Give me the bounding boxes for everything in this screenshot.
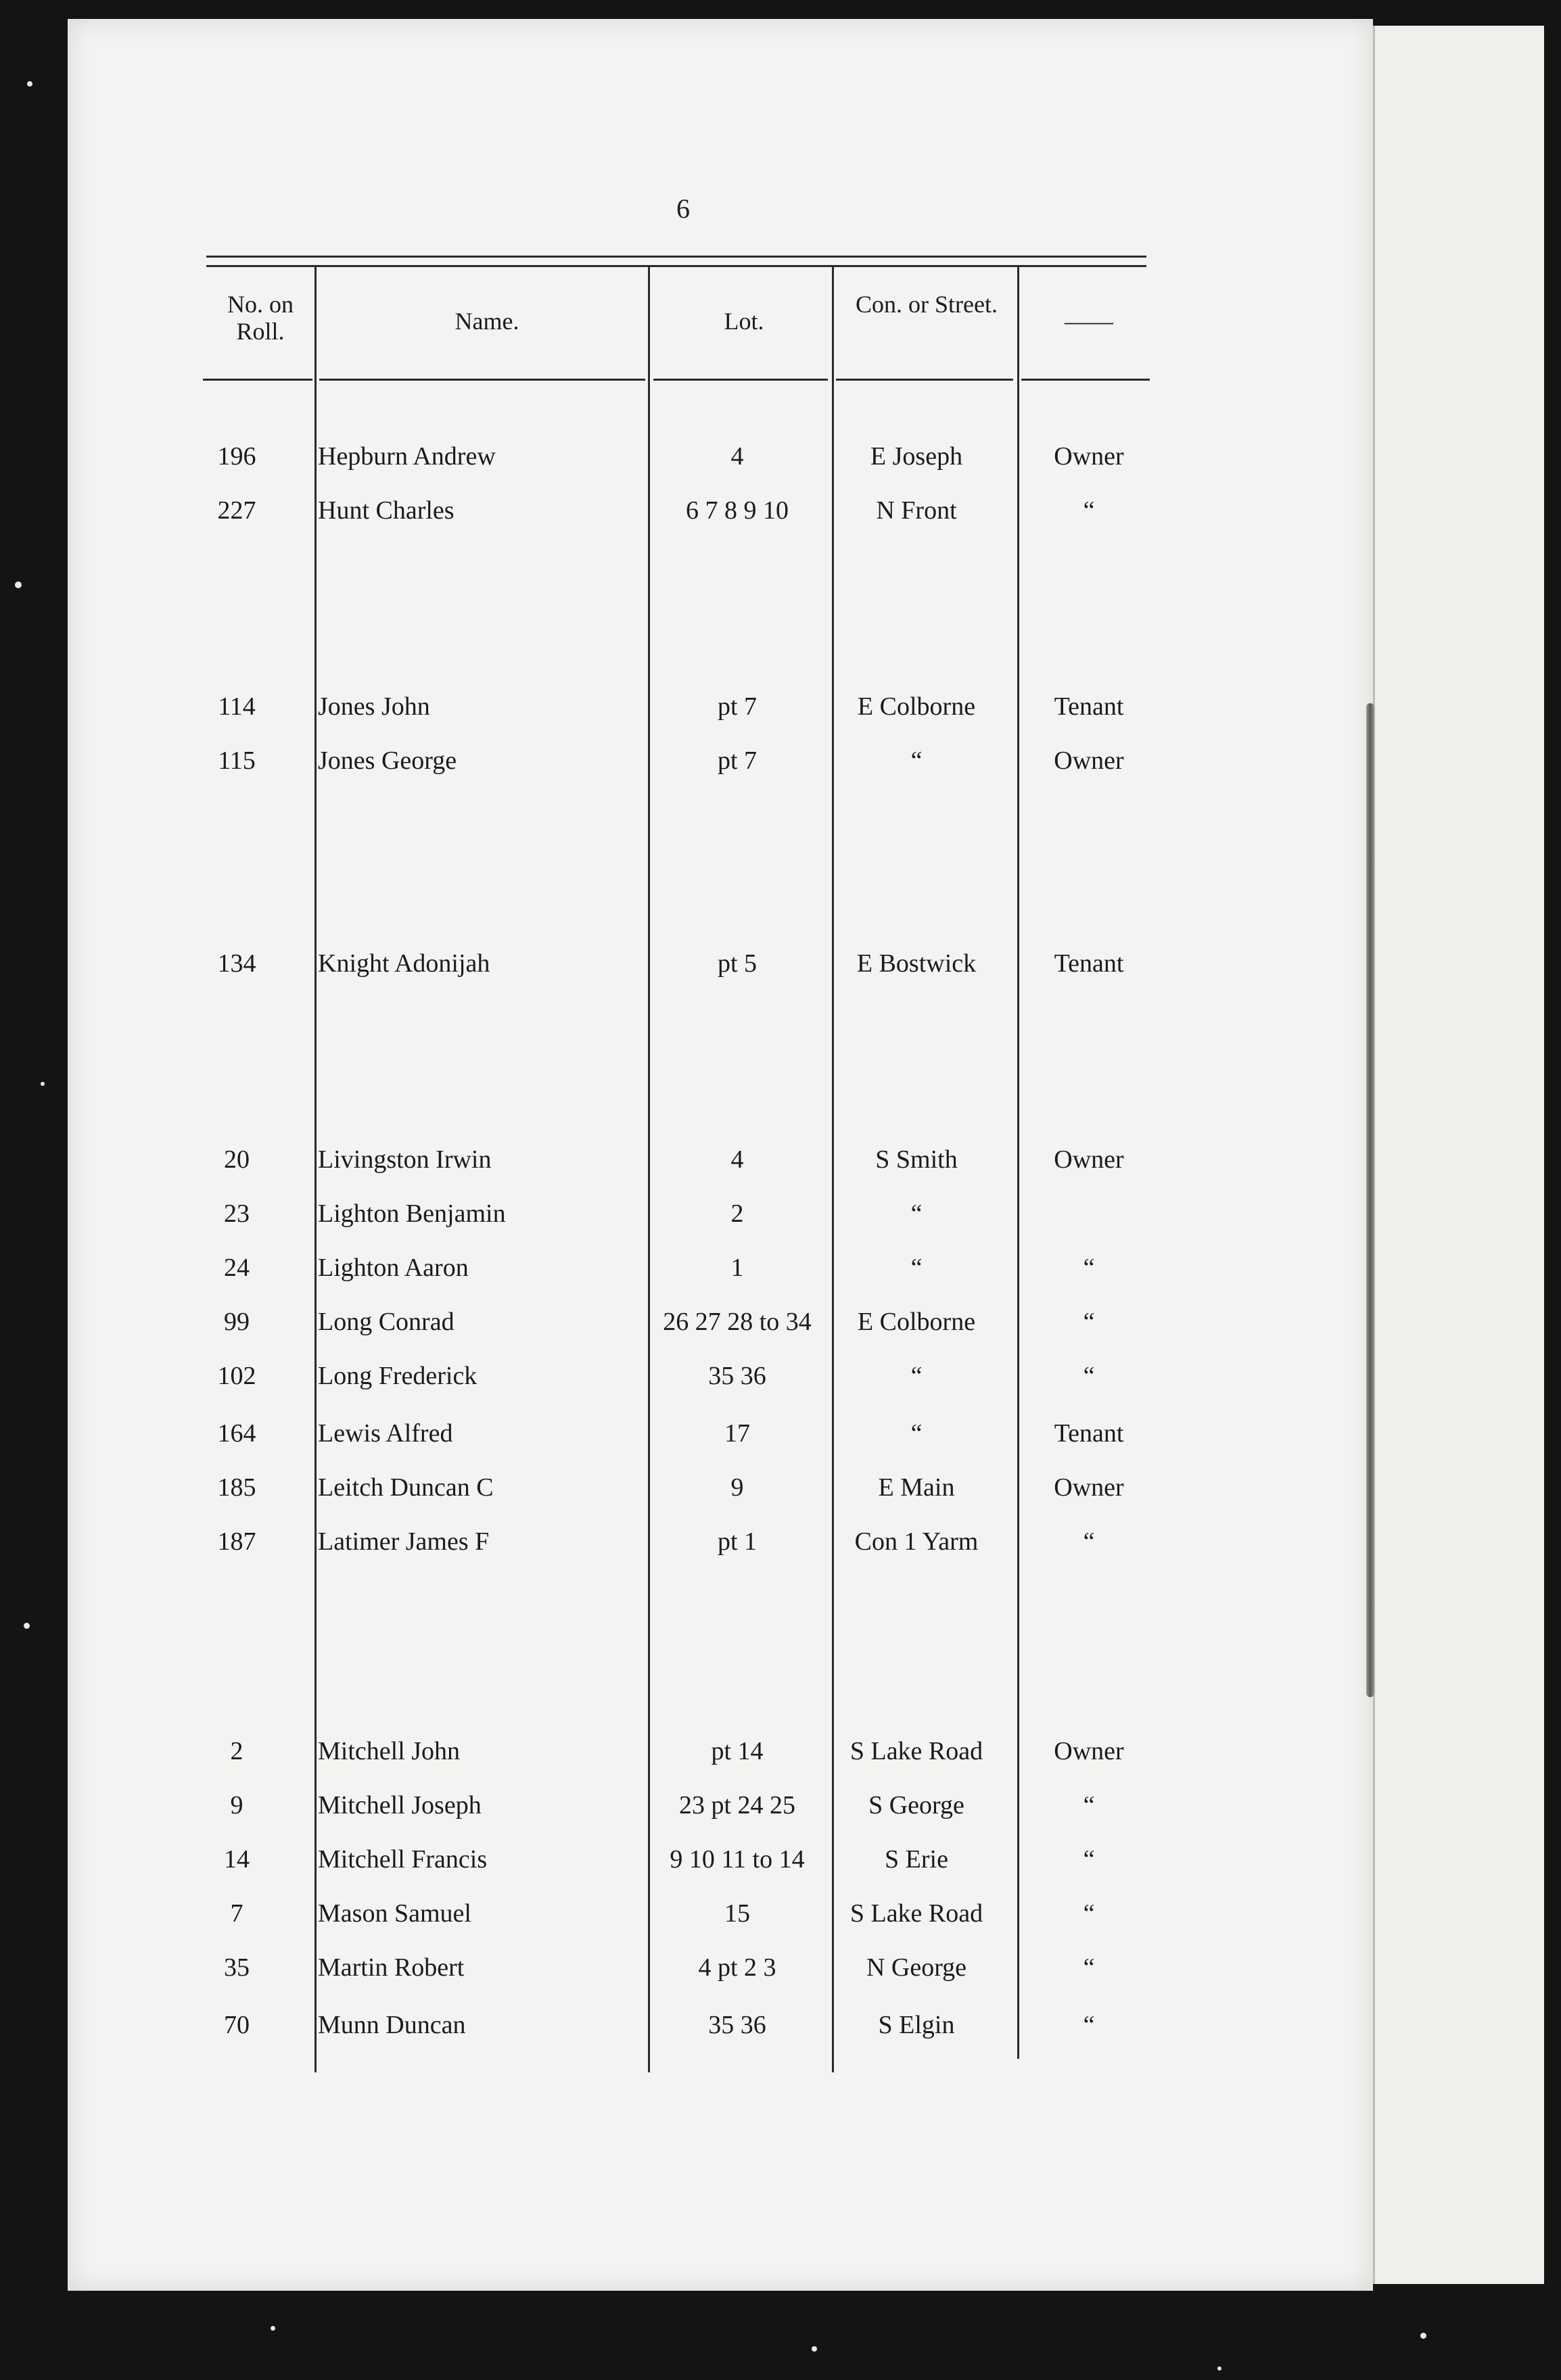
status-cell: Owner [1054, 442, 1124, 471]
con-street-cell: S Erie [885, 1845, 948, 1874]
status-cell: “ [1083, 2011, 1095, 2039]
name-cell: Mitchell Joseph [318, 1791, 482, 1819]
roll-number-cell: 70 [224, 2011, 250, 2039]
name-cell: Leitch Duncan C [318, 1473, 494, 1502]
con-street-cell: “ [910, 1419, 923, 1448]
scan-speck [271, 2326, 275, 2331]
roll-number-cell: 7 [230, 1899, 243, 1928]
table-row [0, 1893, 1561, 1934]
lot-cell: pt 1 [717, 1527, 758, 1556]
con-street-cell: E Main [878, 1473, 955, 1502]
lot-cell: 15 [724, 1899, 750, 1928]
roll-number-cell: 115 [218, 746, 256, 775]
roll-number-cell: 196 [217, 442, 256, 471]
table-row [0, 1356, 1561, 1396]
status-cell: “ [1083, 1308, 1095, 1336]
scan-speck [1420, 2333, 1426, 2339]
table-row [0, 1947, 1561, 1988]
table-row [0, 490, 1561, 531]
lot-cell: pt 7 [717, 746, 758, 775]
scan-speck [24, 1623, 30, 1629]
name-cell: Lewis Alfred [318, 1419, 453, 1448]
roll-number-cell: 2 [230, 1737, 243, 1765]
lot-cell: 4 [730, 1145, 744, 1174]
con-street-cell: S Elgin [878, 2011, 955, 2039]
header-lot: Lot. [724, 308, 764, 335]
lot-cell: pt 7 [717, 692, 758, 721]
name-cell: Lighton Aaron [318, 1254, 469, 1282]
name-cell: Mason Samuel [318, 1899, 471, 1928]
lot-cell: pt 14 [711, 1737, 764, 1765]
name-cell: Munn Duncan [318, 2011, 466, 2039]
name-cell: Jones John [318, 692, 430, 721]
lot-cell: 9 10 11 to 14 [670, 1845, 805, 1874]
page-number: 6 [676, 193, 690, 224]
scan-speck [15, 581, 22, 588]
header-underline-con [836, 379, 1013, 381]
status-cell: Owner [1054, 746, 1124, 775]
scan-speck [1217, 2366, 1221, 2371]
roll-number-cell: 9 [230, 1791, 243, 1819]
lot-cell: 35 36 [708, 2011, 766, 2039]
table-row [0, 1413, 1561, 1454]
header-no-on-roll: No. on Roll. [227, 291, 294, 345]
lot-cell: 4 pt 2 3 [698, 1953, 776, 1982]
table-row [0, 2005, 1561, 2045]
roll-number-cell: 14 [224, 1845, 250, 1874]
table-row [0, 436, 1561, 477]
table-row [0, 1193, 1561, 1234]
header-status: —— [1065, 308, 1113, 335]
table-row [0, 1785, 1561, 1826]
con-street-cell: “ [910, 1362, 923, 1390]
table-row [0, 1521, 1561, 1562]
header-underline-name [319, 379, 645, 381]
table-row [0, 1247, 1561, 1288]
name-cell: Lighton Benjamin [318, 1199, 506, 1228]
name-cell: Jones George [318, 746, 457, 775]
top-rule-secondary [206, 265, 1146, 267]
name-cell: Long Conrad [318, 1308, 455, 1336]
name-cell: Long Frederick [318, 1362, 477, 1390]
lot-cell: pt 5 [717, 949, 758, 978]
name-cell: Livingston Irwin [318, 1145, 492, 1174]
lot-cell: 17 [724, 1419, 750, 1448]
con-street-cell: S Lake Road [849, 1737, 983, 1765]
roll-number-cell: 35 [224, 1953, 250, 1982]
status-cell: “ [1083, 1899, 1095, 1928]
lot-cell: 35 36 [708, 1362, 766, 1390]
roll-number-cell: 24 [224, 1254, 250, 1282]
status-cell: Tenant [1054, 1419, 1124, 1448]
lot-cell: 9 [730, 1473, 744, 1502]
header-con-or-street: Con. or Street. [856, 291, 998, 318]
table-row [0, 740, 1561, 781]
name-cell: Hunt Charles [318, 496, 455, 525]
con-street-cell: E Colborne [857, 692, 976, 721]
top-rule [206, 256, 1146, 258]
lot-cell: 1 [730, 1254, 744, 1282]
scan-speck [27, 81, 32, 87]
header-underline-no [203, 379, 312, 381]
roll-number-cell: 134 [217, 949, 256, 978]
roll-number-cell: 164 [217, 1419, 256, 1448]
scan-speck [812, 2346, 817, 2352]
con-street-cell: “ [910, 746, 923, 775]
roll-number-cell: 187 [217, 1527, 256, 1556]
roll-number-cell: 99 [224, 1308, 250, 1336]
con-street-cell: N George [866, 1953, 967, 1982]
con-street-cell: “ [910, 1254, 923, 1282]
lot-cell: 4 [730, 442, 744, 471]
roll-number-cell: 23 [224, 1199, 250, 1228]
header-underline-status [1021, 379, 1150, 381]
lot-cell: 23 pt 24 25 [678, 1791, 796, 1819]
name-cell: Hepburn Andrew [318, 442, 496, 471]
status-cell: “ [1083, 1362, 1095, 1390]
header-name: Name. [455, 308, 519, 335]
roll-number-cell: 227 [217, 496, 256, 525]
status-cell: Owner [1054, 1145, 1124, 1174]
table-row [0, 686, 1561, 727]
con-street-cell: Con 1 Yarm [854, 1527, 979, 1556]
con-street-cell: E Colborne [857, 1308, 976, 1336]
lot-cell: 2 [730, 1199, 744, 1228]
con-street-cell: “ [910, 1199, 923, 1228]
roll-number-cell: 102 [217, 1362, 256, 1390]
con-street-cell: S George [868, 1791, 964, 1819]
name-cell: Mitchell Francis [318, 1845, 488, 1874]
status-cell: “ [1083, 1254, 1095, 1282]
con-street-cell: N Front [876, 496, 957, 525]
table-row [0, 1467, 1561, 1508]
table-row [0, 1139, 1561, 1180]
table-row [0, 1839, 1561, 1880]
status-cell: “ [1083, 1527, 1095, 1556]
status-cell: Owner [1054, 1473, 1124, 1502]
header-underline-lot [653, 379, 828, 381]
lot-cell: 26 27 28 to 34 [663, 1308, 812, 1336]
con-street-cell: S Smith [875, 1145, 958, 1174]
status-cell: Owner [1054, 1737, 1124, 1765]
name-cell: Latimer James F [318, 1527, 490, 1556]
status-cell: Tenant [1054, 692, 1124, 721]
name-cell: Martin Robert [318, 1953, 465, 1982]
status-cell: “ [1083, 1791, 1095, 1819]
status-cell: “ [1083, 496, 1095, 525]
roll-number-cell: 20 [224, 1145, 250, 1174]
name-cell: Mitchell John [318, 1737, 461, 1765]
con-street-cell: E Bostwick [856, 949, 977, 978]
table-row [0, 943, 1561, 984]
name-cell: Knight Adonijah [318, 949, 490, 978]
con-street-cell: S Lake Road [849, 1899, 983, 1928]
roll-number-cell: 114 [218, 692, 256, 721]
status-cell: “ [1083, 1953, 1095, 1982]
table-row [0, 1731, 1561, 1771]
scan-speck [41, 1082, 45, 1086]
status-cell: “ [1083, 1845, 1095, 1874]
con-street-cell: E Joseph [870, 442, 963, 471]
roll-number-cell: 185 [217, 1473, 256, 1502]
lot-cell: 6 7 8 9 10 [686, 496, 789, 525]
status-cell: Tenant [1054, 949, 1124, 978]
table-row [0, 1302, 1561, 1342]
